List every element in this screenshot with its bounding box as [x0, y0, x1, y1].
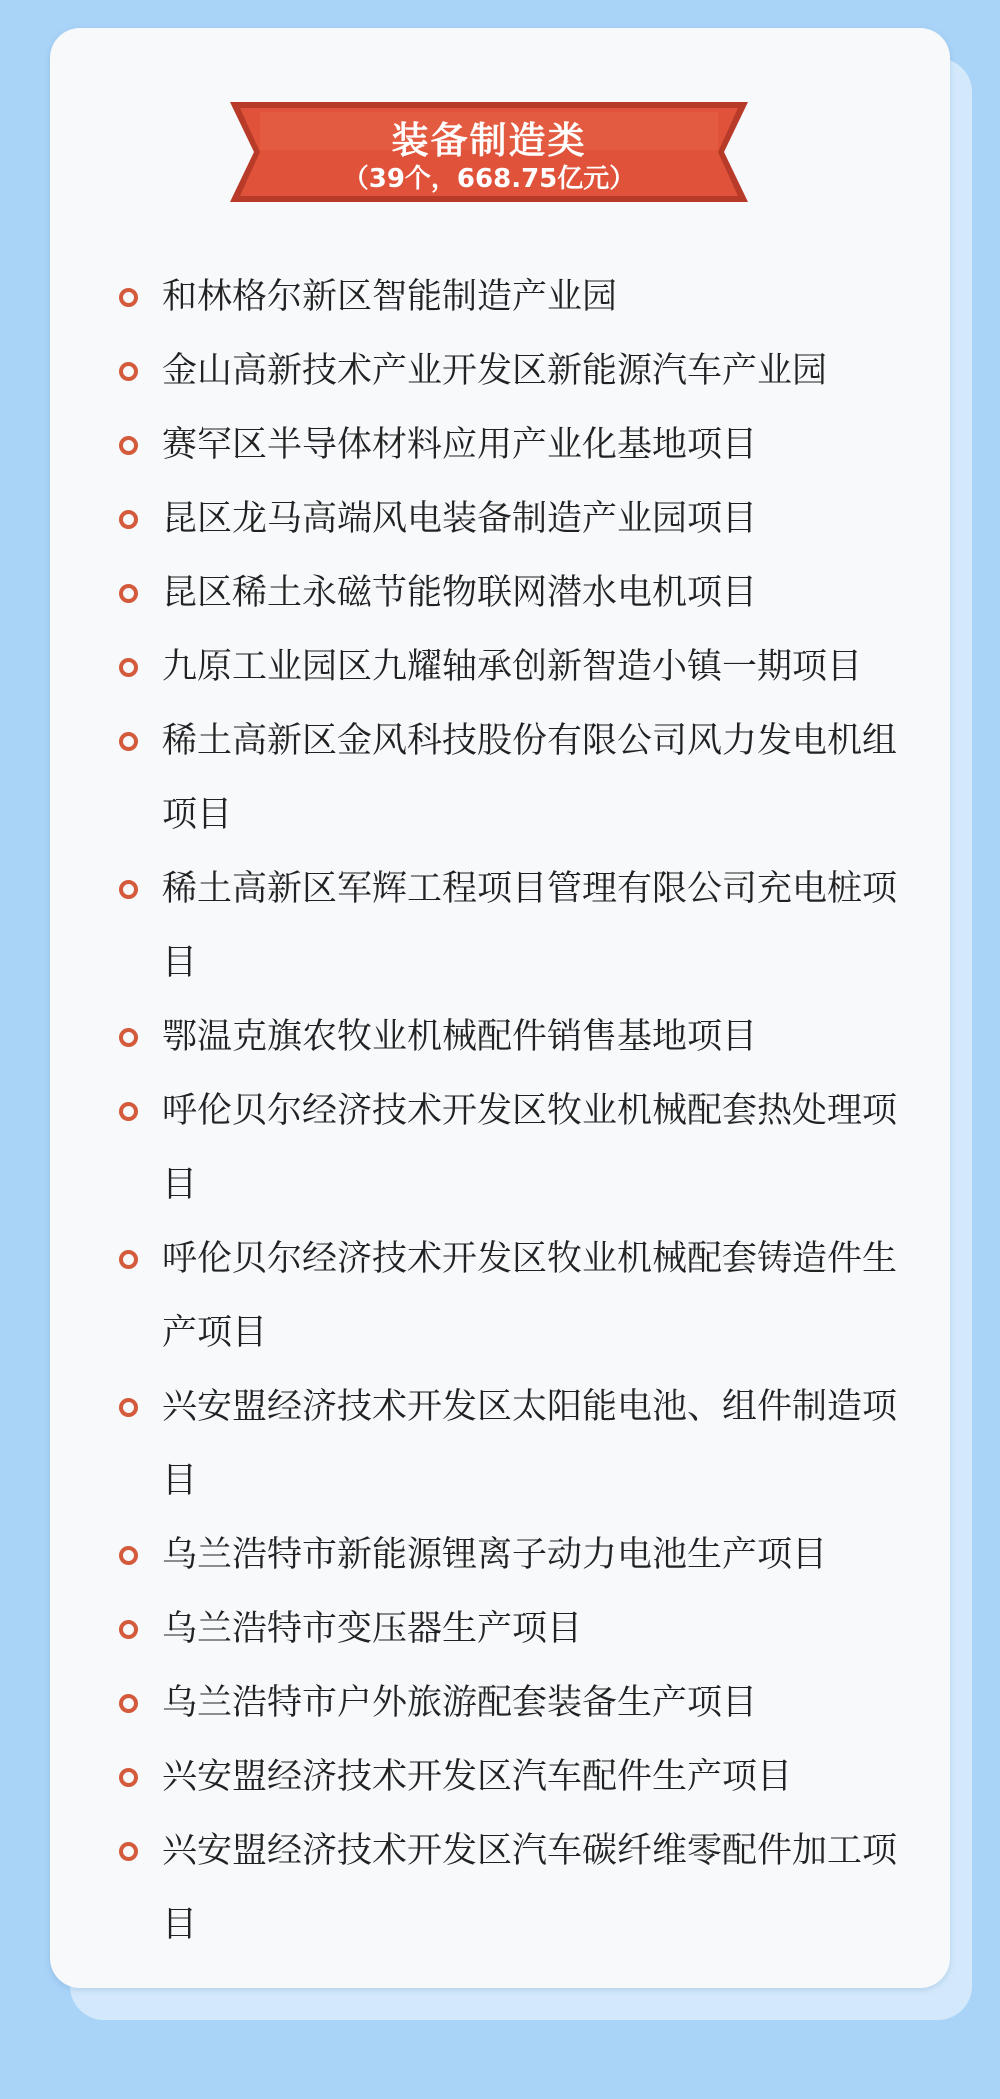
item-text: 兴安盟经济技术开发区汽车碳纤维零配件加工项目 — [162, 1831, 898, 1945]
bullet-circle-icon — [119, 1620, 138, 1639]
item-text: 呼伦贝尔经济技术开发区牧业机械配套铸造件生产项目 — [162, 1239, 898, 1353]
bullet-circle-icon — [119, 288, 138, 307]
list-item — [110, 1370, 930, 1518]
bullet-circle-icon — [119, 732, 138, 751]
list-item — [110, 482, 930, 556]
bullet-circle-icon — [119, 658, 138, 677]
list-item — [110, 852, 930, 1000]
item-text: 和林格尔新区智能制造产业园 — [162, 277, 618, 317]
list-item — [110, 334, 930, 408]
item-text: 兴安盟经济技术开发区太阳能电池、组件制造项目 — [162, 1387, 898, 1501]
bullet-circle-icon — [119, 1546, 138, 1565]
item-text: 九原工业园区九耀轴承创新智造小镇一期项目 — [162, 647, 863, 687]
item-text: 乌兰浩特市变压器生产项目 — [162, 1609, 583, 1649]
list-item — [110, 1074, 930, 1222]
bullet-circle-icon — [119, 362, 138, 381]
bullet-circle-icon — [119, 1102, 138, 1121]
list-item — [110, 1000, 930, 1074]
bullet-circle-icon — [119, 510, 138, 529]
bullet-circle-icon — [119, 880, 138, 899]
item-text: 呼伦贝尔经济技术开发区牧业机械配套热处理项目 — [162, 1091, 898, 1205]
list-item — [110, 1814, 930, 1962]
bullet-circle-icon — [119, 1842, 138, 1861]
list-item — [110, 630, 930, 704]
list-item — [110, 408, 930, 482]
item-text: 稀土高新区军辉工程项目管理有限公司充电桩项目 — [162, 869, 898, 983]
item-text: 鄂温克旗农牧业机械配件销售基地项目 — [162, 1017, 758, 1057]
section-banner — [230, 102, 748, 202]
list-item — [110, 1666, 930, 1740]
bullet-circle-icon — [119, 1694, 138, 1713]
list-item — [110, 1592, 930, 1666]
item-text: 兴安盟经济技术开发区汽车配件生产项目 — [162, 1757, 793, 1797]
list-item — [110, 1222, 930, 1370]
item-text: 昆区龙马高端风电装备制造产业园项目 — [162, 499, 758, 539]
list-item — [110, 260, 930, 334]
bullet-circle-icon — [119, 1028, 138, 1047]
banner-title: 装备制造类 — [391, 119, 587, 162]
bullet-circle-icon — [119, 1250, 138, 1269]
item-text: 赛罕区半导体材料应用产业化基地项目 — [162, 425, 758, 465]
list-item — [110, 1740, 930, 1814]
bullet-circle-icon — [119, 436, 138, 455]
item-text: 金山高新技术产业开发区新能源汽车产业园 — [162, 351, 828, 391]
bullet-circle-icon — [119, 584, 138, 603]
item-text: 昆区稀土永磁节能物联网潜水电机项目 — [162, 573, 758, 613]
list-item — [110, 1518, 930, 1592]
item-text: 乌兰浩特市新能源锂离子动力电池生产项目 — [162, 1535, 828, 1575]
item-text: 稀土高新区金风科技股份有限公司风力发电机组项目 — [162, 721, 898, 835]
project-list — [110, 260, 930, 1962]
banner-subtitle: （39个，668.75亿元） — [342, 164, 636, 194]
list-item — [110, 704, 930, 852]
bullet-circle-icon — [119, 1768, 138, 1787]
item-text: 乌兰浩特市户外旅游配套装备生产项目 — [162, 1683, 758, 1723]
bullet-circle-icon — [119, 1398, 138, 1417]
list-item — [110, 556, 930, 630]
